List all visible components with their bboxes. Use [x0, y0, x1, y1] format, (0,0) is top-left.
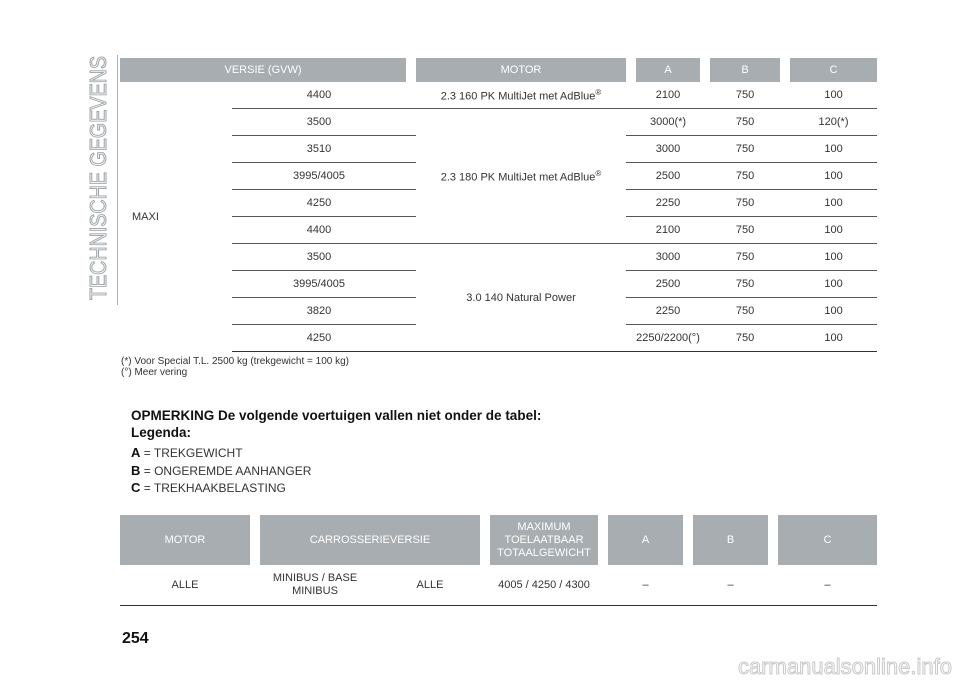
table-header [120, 515, 877, 565]
exclusion-table [120, 515, 877, 606]
gvw-cell: 3995/4005 [232, 163, 406, 190]
section-title-text: TECHNISCHE GEGEVENS [85, 52, 111, 300]
b-cell: 750 [710, 190, 780, 217]
legend-item: B = ONGEREMDE AANHANGER [131, 463, 312, 478]
c-cell: – [778, 565, 877, 606]
a-cell: 3000(*) [636, 109, 700, 136]
motor-cell: ALLE [120, 565, 250, 606]
table-row [120, 82, 877, 109]
header-a: A [636, 58, 700, 82]
group-label: MAXI [132, 210, 159, 223]
b-cell: – [693, 565, 768, 606]
section-rule [117, 55, 118, 305]
watermark [614, 653, 954, 679]
b-cell: 750 [710, 271, 780, 298]
gvw-cell: 3820 [232, 298, 406, 325]
table-row [120, 109, 877, 136]
c-cell: 100 [790, 325, 877, 352]
b-cell: 750 [710, 325, 780, 352]
table-header [120, 58, 877, 82]
c-cell: 120(*) [790, 109, 877, 136]
a-cell: 2250 [636, 298, 700, 325]
a-cell: 3000 [636, 244, 700, 271]
motor-cell: 2.3 160 PK MultiJet met AdBlue® [416, 82, 626, 109]
c-cell: 100 [790, 271, 877, 298]
motor-cell: 2.3 180 PK MultiJet met AdBlue® [416, 109, 626, 244]
c-cell: 100 [790, 244, 877, 271]
gvw-cell: 3500 [232, 109, 406, 136]
b-cell: 750 [710, 217, 780, 244]
header-motor: MOTOR [120, 515, 250, 565]
a-cell: 2500 [636, 163, 700, 190]
legend-item: C = TREKHAAKBELASTING [131, 480, 286, 495]
header-a: A [608, 515, 683, 565]
footnote: (°) Meer vering [121, 367, 188, 378]
b-cell: 750 [710, 298, 780, 325]
a-cell: 2250 [636, 190, 700, 217]
carrosserie-cell: MINIBUS / BASE MINIBUS ALLE [260, 565, 480, 606]
footnotes [121, 356, 349, 378]
page-number: 254 [122, 630, 149, 647]
max-gvw-cell: 4005 / 4250 / 4300 [490, 565, 598, 606]
header-versie: VERSIE (GVW) [120, 58, 406, 82]
motor-cell: 3.0 140 Natural Power [416, 244, 626, 352]
a-cell: – [608, 565, 683, 606]
b-cell: 750 [710, 82, 780, 109]
a-cell: 2250/2200(°) [636, 325, 700, 352]
c-cell: 100 [790, 217, 877, 244]
header-carrosserie: CARROSSERIEVERSIE [260, 515, 480, 565]
a-cell: 3000 [636, 136, 700, 163]
header-max-gvw: MAXIMUM TOELAATBAAR TOTAALGEWICHT [490, 515, 598, 565]
a-cell: 2500 [636, 271, 700, 298]
remark-heading: OPMERKING De volgende voertuigen vallen niet onder de tabel: [131, 408, 542, 423]
legend-heading: Legenda: [131, 425, 192, 440]
b-cell: 750 [710, 109, 780, 136]
b-cell: 750 [710, 136, 780, 163]
c-cell: 100 [790, 82, 877, 109]
table-row [120, 565, 877, 606]
b-cell: 750 [710, 163, 780, 190]
footnote: (*) Voor Special T.L. 2500 kg (trekgewicht = 100 kg) [121, 356, 349, 367]
c-cell: 100 [790, 190, 877, 217]
header-c: C [778, 515, 877, 565]
table-row [120, 244, 877, 271]
gvw-cell: 4400 [232, 217, 406, 244]
header-motor: MOTOR [416, 58, 626, 82]
header-b: B [710, 58, 780, 82]
gvw-cell: 4250 [232, 325, 406, 352]
a-cell: 2100 [636, 217, 700, 244]
header-c: C [790, 58, 877, 82]
legend-item: A = TREKGEWICHT [131, 445, 243, 460]
header-b: B [693, 515, 768, 565]
gvw-cell: 3500 [232, 244, 406, 271]
watermark-text: carmanualsonline.info [737, 654, 952, 679]
b-cell: 750 [710, 244, 780, 271]
c-cell: 100 [790, 163, 877, 190]
gvw-cell: 4400 [232, 82, 406, 109]
gvw-cell: 3510 [232, 136, 406, 163]
versie-cell: ALLE [416, 578, 444, 591]
a-cell: 2100 [636, 82, 700, 109]
gvw-cell: 3995/4005 [232, 271, 406, 298]
c-cell: 100 [790, 136, 877, 163]
section-title [66, 52, 116, 302]
gvw-cell: 4250 [232, 190, 406, 217]
towing-table [120, 58, 877, 352]
c-cell: 100 [790, 298, 877, 325]
